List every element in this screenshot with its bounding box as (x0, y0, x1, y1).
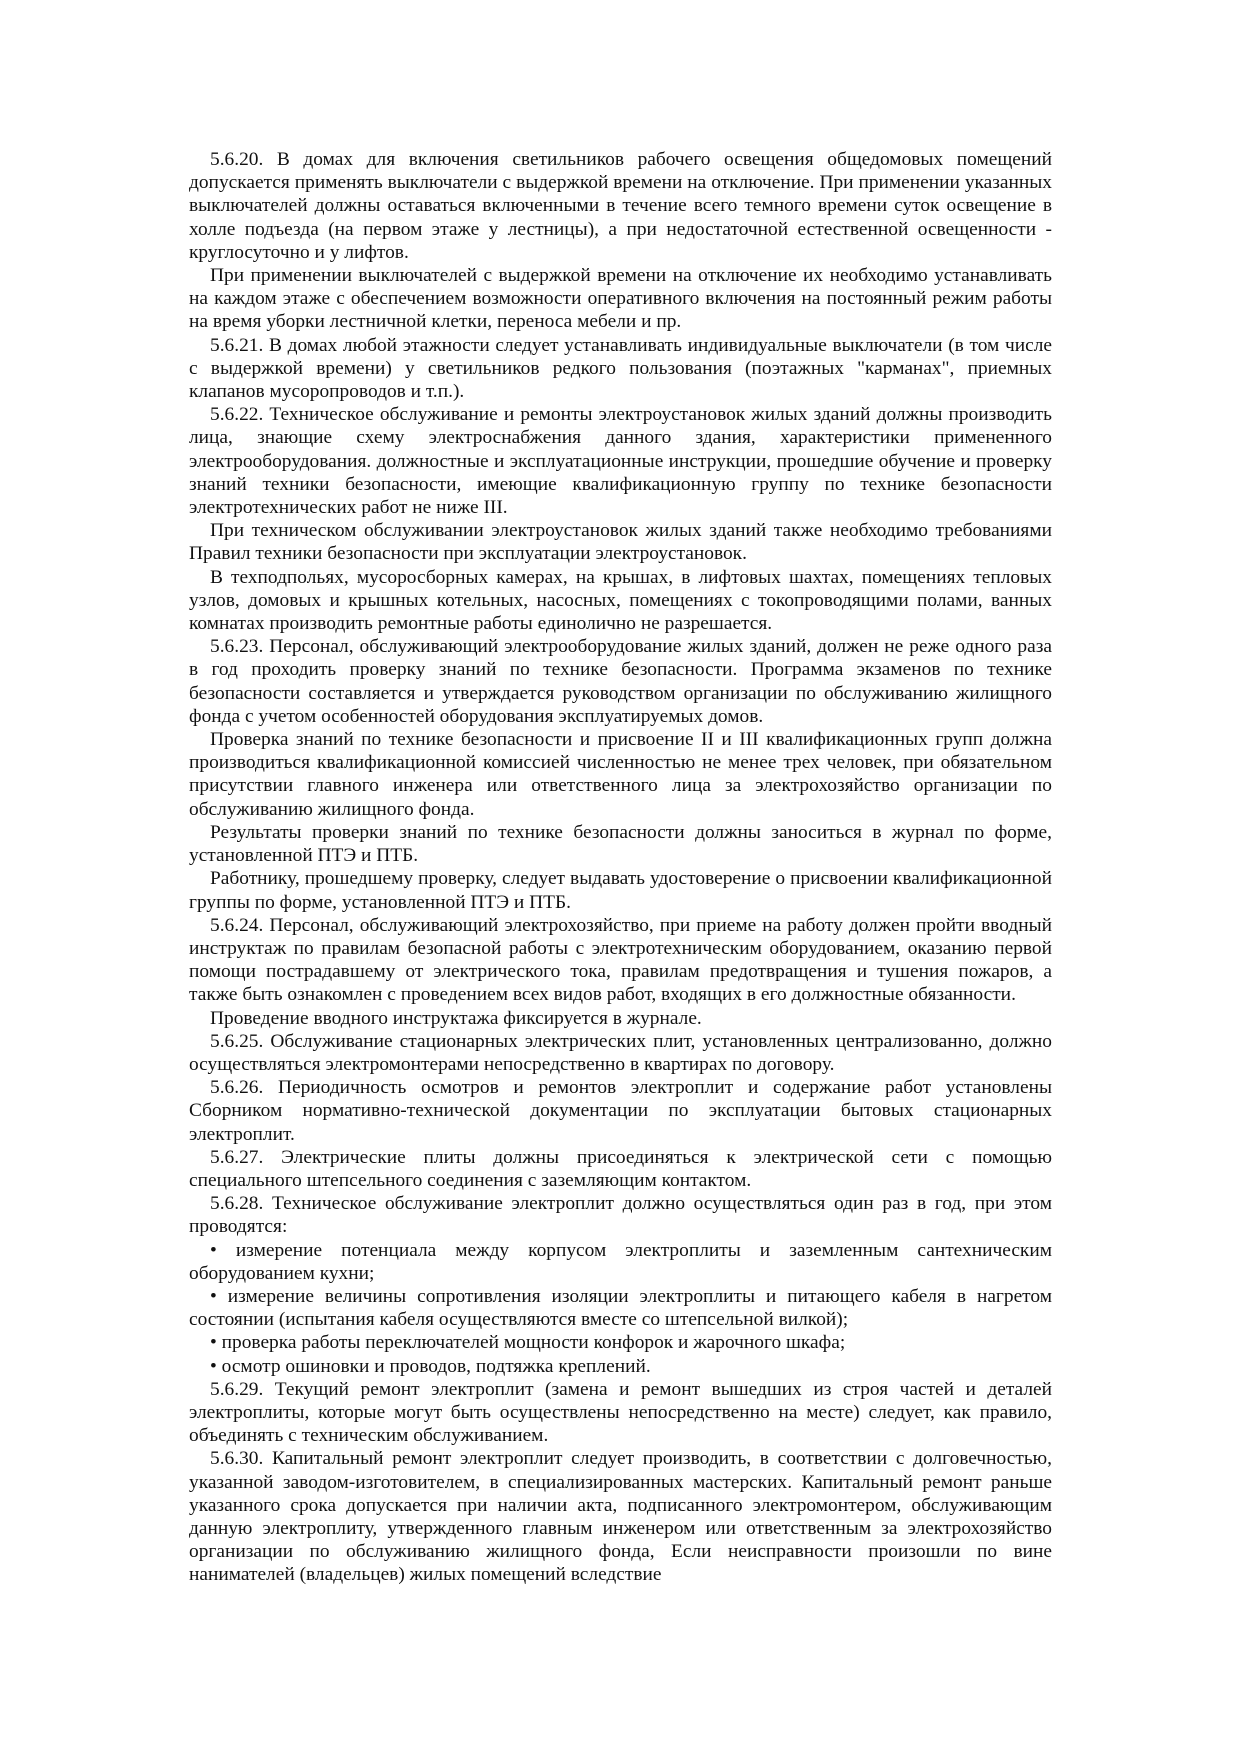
paragraph-maintenance-rules: При техническом обслуживании электроустановок жилых зданий также необходимо требованиями Правил техники безопасности при эксплуатации электроустановок. (189, 520, 1052, 565)
paragraph-check-results: Результаты проверки знаний по технике безопасности должны заноситься в журнал по форме, установленной ПТЭ и ПТБ. (189, 821, 1052, 867)
paragraph-5-6-25: 5.6.25. Обслуживание стационарных электрических плит, установленных централизованно, должно осуществляться электромонтерами непосредственно в квартирах по договору. (189, 1030, 1052, 1075)
list-item-wiring-inspection: • осмотр ошиновки и проводов, подтяжка креплений. (210, 1355, 651, 1377)
paragraph-induction-log: Проведение вводного инструктажа фиксируется в журнале. (210, 1007, 702, 1029)
paragraph-5-6-23: 5.6.23. Персонал, обслуживающий электрооборудование жилых зданий, должен не реже одного раза в год проходить проверку знаний по технике безопасности. Программа экзаменов по технике безопасности составляется и утверждается руководством организации по обслуживанию жилищного фонда с учетом особенностей оборудования эксплуатируемых домов. (189, 636, 1052, 727)
paragraph-5-6-20: 5.6.20. В домах для включения светильников рабочего освещения общедомовых помещений допускается применять выключатели с выдержкой времени на отключение. При применении указанных выключателей должны оставаться включенными в течение всего темного времени суток освещение в холле подъезда (на первом этаже у лестницы), а при недостаточной естественной освещенности - круглосуточно и у лифтов. (189, 149, 1052, 263)
paragraph-5-6-30: 5.6.30. Капитальный ремонт электроплит следует производить, в соответствии с долговечностью, указанной заводом-изготовителем, в специализированных мастерских. Капитальный ремонт раньше указанного срока допускается при наличии акта, подписанного электромонтером, обслуживающим данную электроплиту, утвержденного главным инженером или ответственным за электрохозяйство организации по обслуживанию жилищного фонда, Если неисправности произошли по вине нанимателей (владельцев) жилых помещений вследствие (189, 1448, 1052, 1586)
paragraph-5-6-27: 5.6.27. Электрические плиты должны присоединяться к электрической сети с помощью специального штепсельного соединения с заземляющим контактом. (189, 1146, 1052, 1191)
paragraph-solo-work-prohibited: В техподпольях, мусоросборных камерах, на крышах, в лифтовых шахтах, помещениях тепловых узлов, домовых и крышных котельных, насосных, помещениях с токопроводящими полами, ванных комнатах производить ремонтные работы единолично не разрешается. (189, 566, 1052, 635)
paragraph-5-6-26: 5.6.26. Периодичность осмотров и ремонтов электроплит и содержание работ установлены Сборником нормативно-технической документации по эксплуатации бытовых стационарных электроплит. (189, 1077, 1052, 1145)
list-item-potential-measurement: • измерение потенциала между корпусом электроплиты и заземленным сантехническим оборудованием кухни; (189, 1239, 1052, 1284)
paragraph-5-6-28: 5.6.28. Техническое обслуживание электроплит должно осуществляться один раз в год, при этом проводятся: (189, 1193, 1052, 1238)
paragraph-5-6-21: 5.6.21. В домах любой этажности следует устанавливать индивидуальные выключатели (в том числе с выдержкой времени) у светильников редкого пользования (поэтажных "карманах", приемных клапанов мусоропроводов и т.п.). (189, 334, 1052, 403)
paragraph-5-6-29: 5.6.29. Текущий ремонт электроплит (замена и ремонт вышедших из строя частей и деталей электроплиты, которые могут быть осуществлены непосредственно на месте) следует, как правило, объединять с техническим обслуживанием. (189, 1378, 1052, 1447)
list-item-switch-check: • проверка работы переключателей мощности конфорок и жарочного шкафа; (210, 1332, 846, 1354)
paragraph-switch-installation: При применении выключателей с выдержкой времени на отключение их необходимо устанавливать на каждом этаже с обеспечением возможности оперативного включения на постоянный режим работы на время уборки лестничной клетки, переноса мебели и пр. (189, 265, 1052, 333)
paragraph-5-6-22: 5.6.22. Техническое обслуживание и ремонты электроустановок жилых зданий должны производить лица, знающие схему электроснабжения данного здания, характеристики примененного электрооборудования. должностные и эксплуатационные инструкции, прошедшие обучение и проверку знаний техники безопасности, имеющие квалификационную группу по технике безопасности электротехнических работ не ниже III. (189, 404, 1052, 519)
paragraph-knowledge-check: Проверка знаний по технике безопасности и присвоение II и III квалификационных групп должна производиться квалификационной комиссией численностью не менее трех человек, при обязательном присутствии главного инженера или ответственного лица за электрохозяйство организации по обслуживанию жилищного фонда. (189, 729, 1052, 820)
document-page (189, 148, 1052, 1587)
paragraph-certificate: Работнику, прошедшему проверку, следует выдавать удостоверение о присвоении квалификационной группы по форме, установленной ПТЭ и ПТБ. (189, 868, 1052, 913)
list-item-insulation-resistance: • измерение величины сопротивления изоляции электроплиты и питающего кабеля в нагретом состоянии (испытания кабеля осуществляются вместе со штепсельной вилкой); (189, 1285, 1052, 1331)
paragraph-5-6-24: 5.6.24. Персонал, обслуживающий электрохозяйство, при приеме на работу должен пройти вводный инструктаж по правилам безопасной работы с электротехническим оборудованием, оказанию первой помощи пострадавшему от электрического тока, правилам предотвращения и тушения пожаров, а также быть ознакомлен с проведением всех видов работ, входящих в его должностные обязанности. (189, 914, 1052, 1006)
